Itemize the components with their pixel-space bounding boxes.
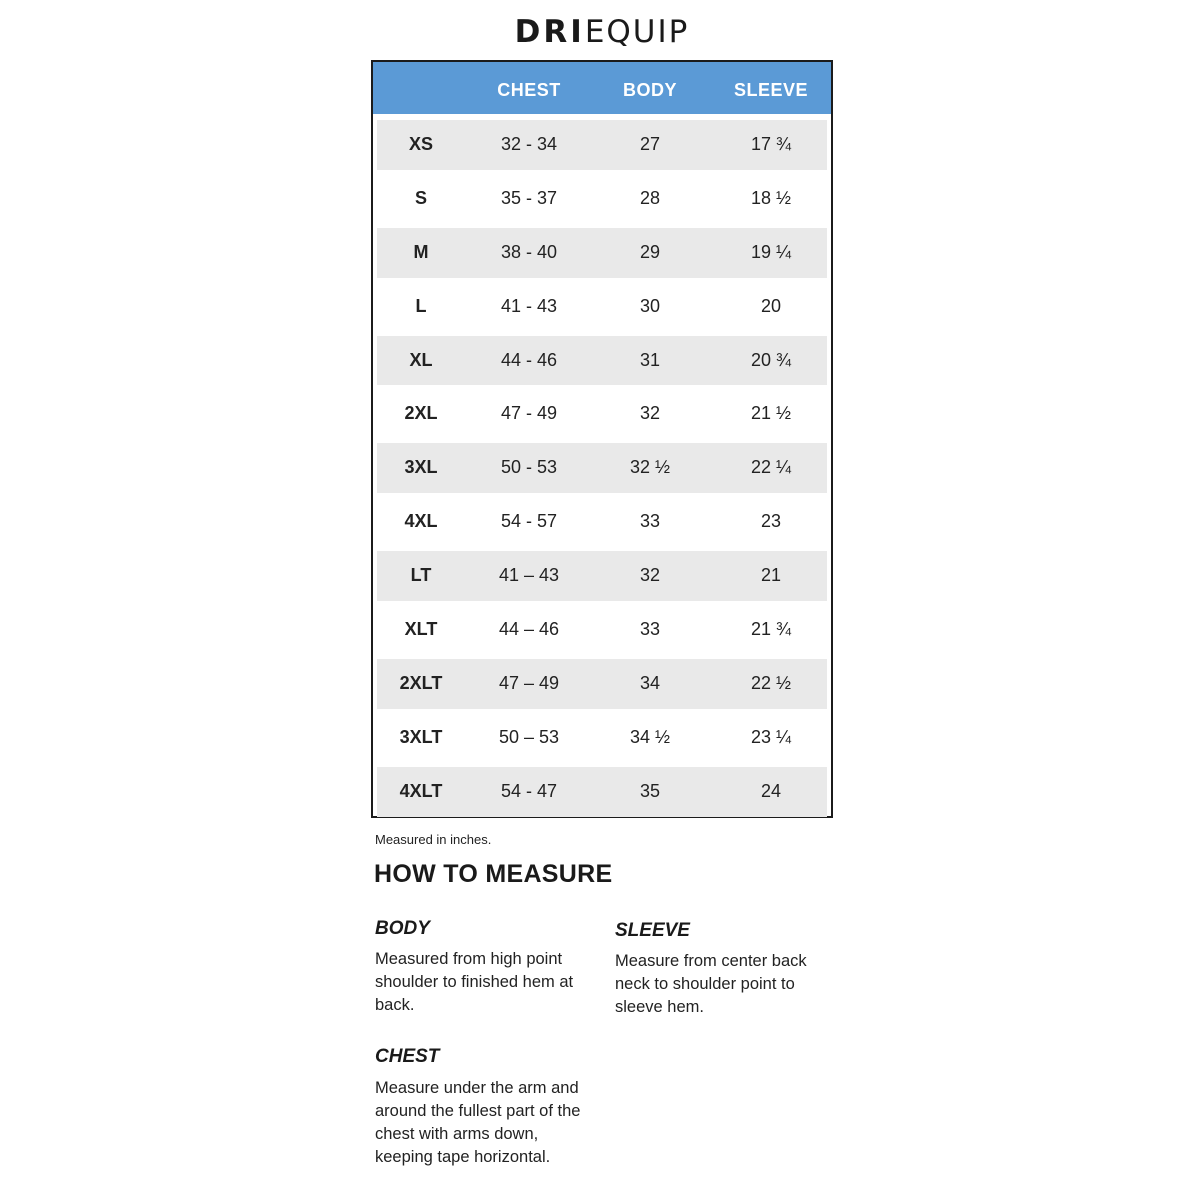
table-row (373, 118, 831, 172)
header-body: BODY (622, 80, 677, 100)
table-row (373, 549, 831, 603)
cell-chest: 47 - 49 (500, 403, 558, 424)
cell-body: 29 (639, 241, 661, 262)
cell-body: 32 (639, 565, 661, 586)
cell-chest: 54 - 47 (500, 780, 558, 801)
table-row (373, 441, 831, 495)
cell-body: 27 (639, 134, 661, 154)
cell-sleeve: 22 ¼ (750, 457, 792, 478)
cell-size: L (415, 295, 427, 316)
cell-body: 34 ½ (629, 726, 671, 747)
brand-logo-part2: EQUIP (584, 14, 690, 50)
cell-body: 33 (639, 619, 661, 640)
cell-chest: 47 – 49 (498, 672, 560, 693)
chest-instructions: Measure under the arm and around the fullest part of the chest with arms down, keeping tape horizontal. (375, 1079, 581, 1166)
cell-size: 2XLT (399, 672, 443, 693)
cell-sleeve: 19 ¼ (750, 241, 792, 262)
cell-size: XL (409, 349, 433, 370)
cell-sleeve: 20 (760, 295, 782, 316)
cell-chest: 32 - 34 (500, 134, 558, 154)
table-row (373, 334, 831, 388)
brand-logo (372, 14, 832, 50)
table-header (373, 62, 831, 114)
cell-body: 31 (639, 349, 661, 370)
cell-sleeve: 22 ½ (750, 672, 792, 693)
table-row (373, 495, 831, 549)
cell-chest: 50 - 53 (500, 457, 558, 478)
cell-size: M (413, 241, 429, 262)
cell-chest: 50 – 53 (498, 726, 560, 747)
body-instructions: Measured from high point shoulder to finished hem at back. (375, 950, 574, 1014)
table-row (373, 172, 831, 226)
cell-sleeve: 21 ¾ (750, 619, 792, 640)
cell-body: 30 (639, 295, 661, 316)
cell-sleeve: 21 (760, 565, 782, 586)
cell-sleeve: 20 ¾ (750, 349, 792, 370)
header-size (373, 62, 469, 114)
cell-size: 2XL (404, 403, 438, 424)
cell-sleeve: 17 ¾ (750, 134, 792, 154)
cell-body: 28 (639, 187, 661, 208)
table-row (373, 603, 831, 657)
cell-chest: 41 - 43 (500, 295, 558, 316)
header-sleeve: SLEEVE (733, 80, 809, 100)
cell-size: XS (408, 134, 433, 154)
cell-size: LT (410, 565, 432, 586)
cell-size: 4XL (404, 511, 438, 532)
table-row (373, 387, 831, 441)
cell-size: 3XLT (399, 726, 443, 747)
cell-chest: 44 - 46 (500, 349, 558, 370)
table-row (373, 711, 831, 765)
cell-sleeve: 24 (760, 780, 782, 801)
cell-chest: 41 – 43 (498, 565, 560, 586)
cell-sleeve: 23 ¼ (750, 726, 792, 747)
cell-chest: 44 – 46 (498, 619, 560, 640)
cell-chest: 38 - 40 (500, 241, 558, 262)
cell-body: 32 ½ (629, 457, 671, 478)
table-body (373, 118, 831, 819)
cell-body: 34 (639, 672, 661, 693)
cell-body: 35 (639, 780, 661, 801)
table-row (373, 765, 831, 819)
cell-size: 4XLT (399, 780, 443, 801)
cell-body: 32 (639, 403, 661, 424)
cell-sleeve: 23 (760, 511, 782, 532)
sleeve-instructions: Measure from center back neck to shoulder point to sleeve hem. (615, 952, 807, 1016)
units-note: Measured in inches. (375, 832, 492, 847)
cell-sleeve: 18 ½ (750, 187, 792, 208)
how-to-measure-title: HOW TO MEASURE (374, 860, 613, 888)
table-row (373, 280, 831, 334)
cell-size: 3XL (404, 457, 438, 478)
size-chart-table (371, 60, 833, 818)
cell-size: XLT (404, 619, 438, 640)
cell-size: S (414, 187, 427, 208)
brand-logo-part1: DRI (514, 14, 585, 50)
table-row (373, 226, 831, 280)
chest-heading: CHEST (375, 1046, 440, 1067)
table-row (373, 657, 831, 711)
cell-body: 33 (639, 511, 661, 532)
body-heading: BODY (375, 918, 430, 939)
sleeve-heading: SLEEVE (615, 920, 690, 941)
cell-sleeve: 21 ½ (750, 403, 792, 424)
cell-chest: 35 - 37 (500, 187, 558, 208)
header-chest: CHEST (497, 80, 561, 100)
cell-chest: 54 - 57 (500, 511, 558, 532)
